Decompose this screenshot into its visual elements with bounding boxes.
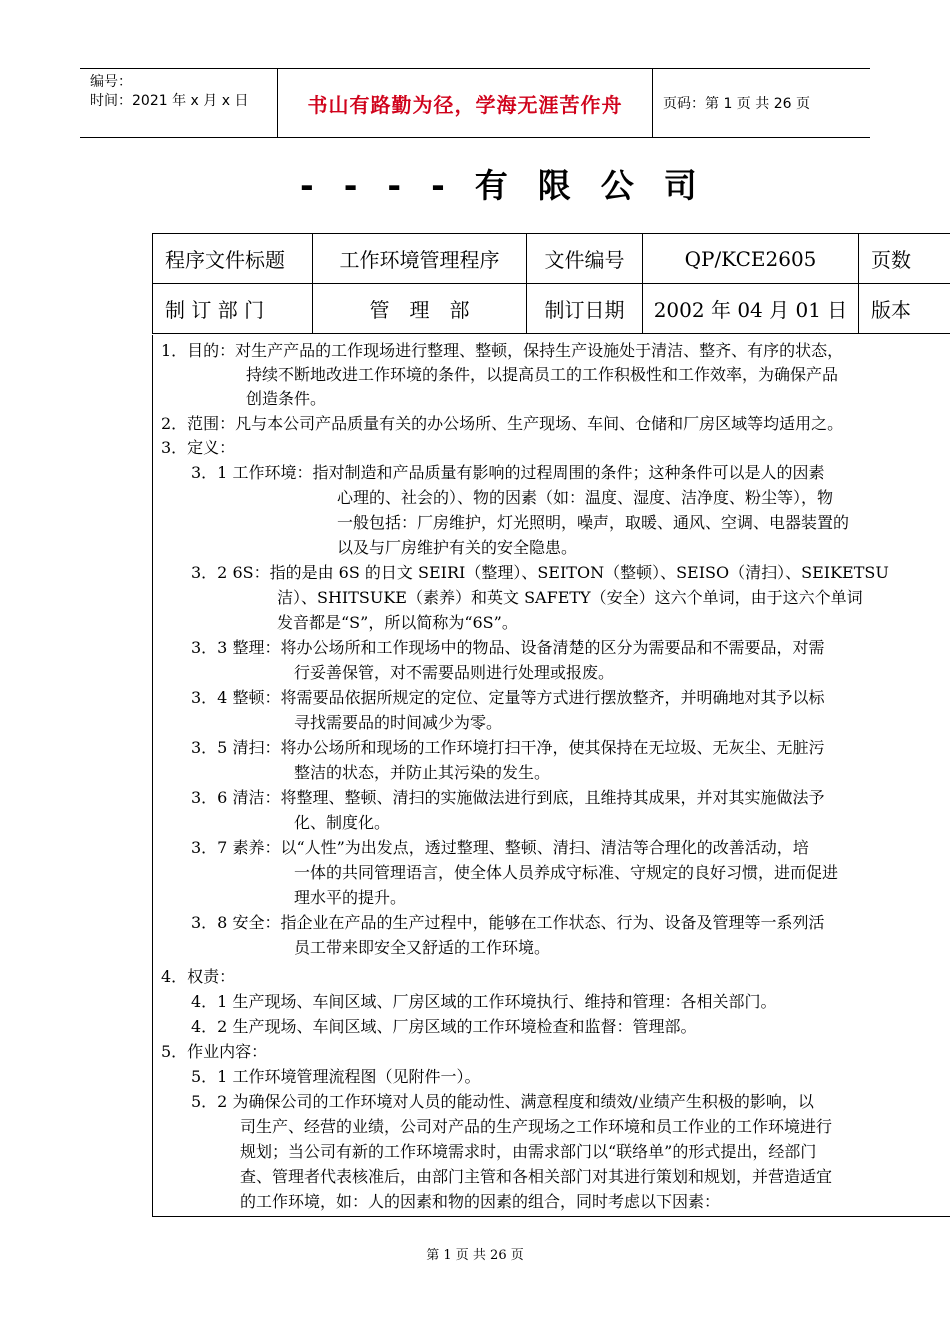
body-line: 4．权责： <box>161 967 236 986</box>
body-line: 的工作环境，如：人的因素和物的因素的组合，同时考虑以下因素： <box>240 1192 721 1211</box>
body-line: 2．范围：凡与本公司产品质量有关的办公场所、生产现场、车间、仓储和厂房区域等均适用之。 <box>161 414 844 433</box>
body-line: 3．1 工作环境：指对制造和产品质量有影响的过程周围的条件；这种条件可以是人的因素 <box>191 463 825 482</box>
cell-title-label: 程序文件标题 <box>153 234 313 284</box>
body-line: 1．目的：对生产产品的工作现场进行整理、整顿，保持生产设施处于清洁、整齐、有序的状态， <box>161 341 844 360</box>
body-line: 理水平的提升。 <box>294 888 407 907</box>
body-line: 3．6 清洁：将整理、整顿、清扫的实施做法进行到底，且维持其成果，并对其实施做法予 <box>191 788 825 807</box>
body-line: 3．2 6S：指的是由 6S 的日文 SEIRI（整理）、SEITON（整顿）、SEISO（清扫）、SEIKETSU <box>191 563 889 582</box>
body-line: 3．5 清扫：将办公场所和现场的工作环境打扫干净，使其保持在无垃圾、无灰尘、无脏污 <box>191 738 825 757</box>
body-line: 持续不断地改进工作环境的条件，以提高员工的工作积极性和工作效率，为确保产品 <box>246 365 839 384</box>
table-row <box>153 234 950 284</box>
body-line: 化、制度化。 <box>294 813 391 832</box>
body-line: 5．1 工作环境管理流程图（见附件一）。 <box>191 1067 481 1086</box>
document-info-table <box>152 233 950 334</box>
body-line: 4．1 生产现场、车间区域、厂房区域的工作环境执行、维持和管理：各相关部门。 <box>191 992 777 1011</box>
header-meta <box>80 69 278 137</box>
body-line: 员工带来即安全又舒适的工作环境。 <box>294 938 551 957</box>
body-line: 以及与厂房维护有关的安全隐患。 <box>337 538 578 557</box>
body-line: 一般包括：厂房维护，灯光照明，噪声，取暖、通风、空调、电器装置的 <box>337 513 850 532</box>
procedure-body <box>152 335 950 1217</box>
cell-docno-value: QP/KCE2605 <box>643 234 859 284</box>
body-line: 5．作业内容： <box>161 1042 268 1061</box>
body-line: 司生产、经营的业绩，公司对产品的生产现场之工作环境和员工作业的工作环境进行 <box>240 1117 833 1136</box>
page-footer: 第 1 页 共 26 页 <box>426 1248 524 1263</box>
cell-docno-label: 文件编号 <box>527 234 643 284</box>
body-line: 洁）、SHITSUKE（素养）和英文 SAFETY（安全）这六个单词，由于这六个单词 <box>277 588 863 607</box>
cell-version-label: 版本 <box>859 284 950 334</box>
header-page-info: 页码：第 1 页 共 26 页 <box>663 96 810 112</box>
body-line: 寻找需要品的时间减少为零。 <box>294 713 503 732</box>
document-number: 编号： <box>90 74 132 90</box>
body-line: 3．4 整顿：将需要品依据所规定的定位、定量等方式进行摆放整齐，并明确地对其予以标 <box>191 688 825 707</box>
body-line: 3．3 整理：将办公场所和工作现场中的物品、设备清楚的区分为需要品和不需要品，对需 <box>191 638 825 657</box>
body-line: 4．2 生产现场、车间区域、厂房区域的工作环境检查和监督：管理部。 <box>191 1017 697 1036</box>
body-line: 心理的、社会的）、物的因素（如：温度、湿度、洁净度、粉尘等），物 <box>337 488 834 507</box>
header-slogan: 书山有路勤为径，学海无涯苦作舟 <box>278 69 653 137</box>
body-line: 查、管理者代表核准后，由部门主管和各相关部门对其进行策划和规划，并营造适宜 <box>240 1167 833 1186</box>
company-title: ----有限公司 <box>300 166 727 205</box>
body-line: 5．2 为确保公司的工作环境对人员的能动性、满意程度和绩效/业绩产生积极的影响，以 <box>191 1092 814 1111</box>
cell-date-label: 制订日期 <box>527 284 643 334</box>
cell-title-value: 工作环境管理程序 <box>313 234 527 284</box>
cell-date-value: 2002 年 04 月 01 日 <box>643 284 859 334</box>
document-header <box>80 68 870 138</box>
body-line: 规划；当公司有新的工作环境需求时，由需求部门以“联络单”的形式提出，经部门 <box>240 1142 817 1161</box>
body-line: 3．7 素养：以“人性”为出发点，透过整理、整顿、清扫、清洁等合理化的改善活动，培 <box>191 838 809 857</box>
body-line: 整洁的状态，并防止其污染的发生。 <box>294 763 551 782</box>
document-date: 时间：2021 年 x 月 x 日 <box>90 93 249 109</box>
body-line: 3．定义： <box>161 438 236 457</box>
cell-dept-label: 制 订 部 门 <box>153 284 313 334</box>
body-line: 行妥善保管，对不需要品则进行处理或报废。 <box>294 663 615 682</box>
body-line: 3．8 安全：指企业在产品的生产过程中，能够在工作状态、行为、设备及管理等一系列活 <box>191 913 825 932</box>
body-line: 发音都是“S”，所以简称为“6S”。 <box>277 613 518 632</box>
body-line: 一体的共同管理语言，使全体人员养成守标准、守规定的良好习惯，进而促进 <box>294 863 839 882</box>
table-row <box>153 284 950 334</box>
body-line: 创造条件。 <box>246 389 327 408</box>
cell-pages-label: 页数 <box>859 234 950 284</box>
cell-dept-value: 管 理 部 <box>313 284 527 334</box>
